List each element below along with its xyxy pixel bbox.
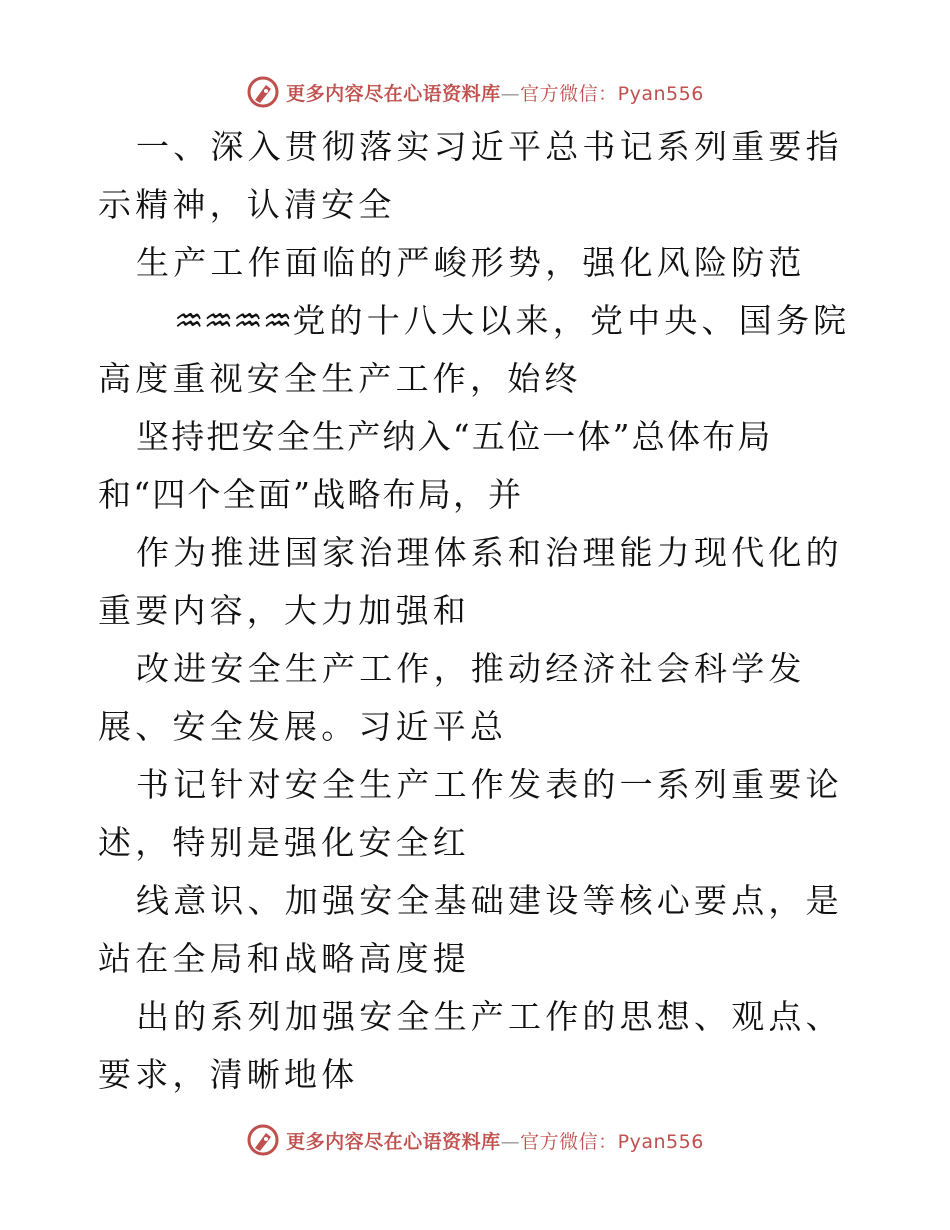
paragraph-heading: 一、深入贯彻落实习近平总书记系列重要指示精神，认清安全	[98, 127, 843, 224]
document-body	[98, 118, 858, 1104]
watermark-contact-text: 官方微信：Pyan556	[520, 1130, 704, 1153]
watermark-separator: —	[500, 1130, 521, 1153]
paragraph: 作为推进国家治理体系和治理能力现代化的重要内容，大力加强和	[98, 533, 843, 630]
footer-watermark	[0, 1120, 950, 1160]
watermark-contact-text: 官方微信：Pyan556	[520, 82, 704, 105]
pen-nib-circle-icon	[246, 75, 280, 109]
watermark-label	[286, 79, 704, 106]
paragraph-heading-cont: 生产工作面临的严峻形势，强化风险防范	[136, 243, 806, 282]
watermark-separator: —	[500, 82, 521, 105]
paragraph: 出的系列加强安全生产工作的思想、观点、要求，清晰地体	[98, 997, 843, 1094]
watermark-main-text: 更多内容尽在心语资料库	[286, 1130, 501, 1153]
header-watermark	[0, 72, 950, 112]
watermark-label	[286, 1127, 704, 1154]
paragraph-with-ornament	[98, 292, 858, 408]
watermark-main-text: 更多内容尽在心语资料库	[286, 82, 501, 105]
paragraph: 书记针对安全生产工作发表的一系列重要论述，特别是强化安全红	[98, 765, 843, 862]
paragraph-text: 党的十八大以来，党中央、国务院高度重视安全生产工作，始终	[98, 301, 851, 398]
pen-nib-circle-icon	[246, 1123, 280, 1157]
ornament-glyphs: ♒♒♒♒	[174, 301, 293, 340]
paragraph: 改进安全生产工作，推动经济社会科学发展、安全发展。习近平总	[98, 649, 806, 746]
paragraph: 坚持把安全生产纳入“五位一体”总体布局和“四个全面”战略布局，并	[98, 417, 773, 514]
paragraph: 线意识、加强安全基础建设等核心要点，是站在全局和战略高度提	[98, 881, 843, 978]
